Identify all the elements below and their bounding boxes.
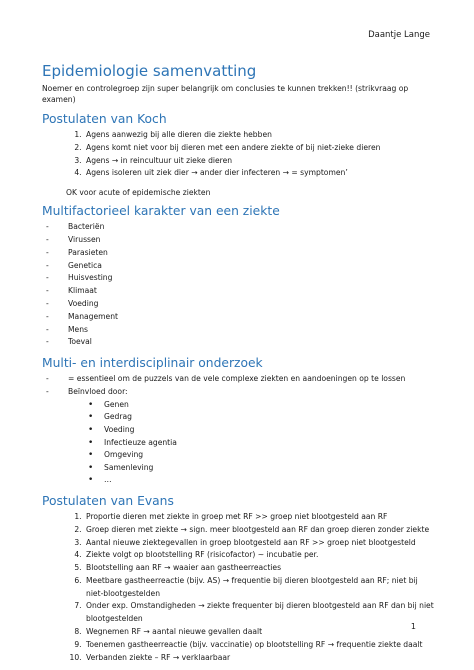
list-item: 1. Agens aanwezig bij alle dieren die ziekte hebben: [84, 129, 434, 142]
list-item: - Beïnvloed door:: [42, 386, 434, 399]
list-item: - Voeding: [42, 298, 434, 311]
evans-list: [42, 511, 434, 665]
list-item: - Klimaat: [42, 285, 434, 298]
list-item: 8. Wegnemen RF → aantal nieuwe gevallen daalt: [84, 626, 434, 639]
list-item: 2. Groep dieren met ziekte → sign. meer blootgesteld aan RF dan groep dieren zonder ziekte: [84, 524, 434, 537]
list-item: 7. Onder exp. Omstandigheden → ziekte frequenter bij dieren blootgesteld aan RF dan bij niet blootgestelden: [84, 600, 434, 626]
list-item: • Samenleving: [42, 462, 434, 475]
list-item: - Genetica: [42, 260, 434, 273]
list-item: 9. Toenemen gastheerreactie (bijv. vaccinatie) op blootstelling RF → frequentie ziekte daalt: [84, 639, 434, 652]
list-item: • Voeding: [42, 424, 434, 437]
list-item: - = essentieel om de puzzels van de vele complexe ziekten en aandoeningen op te lossen: [42, 373, 434, 386]
list-item: 3. Aantal nieuwe ziektegevallen in groep blootgesteld aan RF >> groep niet blootgesteld: [84, 537, 434, 550]
list-item: - Huisvesting: [42, 272, 434, 285]
list-item: • Gedrag: [42, 411, 434, 424]
list-item: 10. Verbanden ziekte – RF → verklaarbaar: [84, 652, 434, 665]
koch-list: [42, 129, 434, 180]
list-item: - Management: [42, 311, 434, 324]
list-item: 5. Blootstelling aan RF → waaier aan gastheerreacties: [84, 562, 434, 575]
multifactorieel-list: [42, 221, 434, 349]
list-item: • Genen: [42, 399, 434, 412]
list-item: 3. Agens → in reincultuur uit zieke dieren: [84, 155, 434, 168]
author-name: Daantje Lange: [368, 30, 430, 40]
list-item: - Virussen: [42, 234, 434, 247]
koch-note: OK voor acute of epidemische ziekten: [66, 188, 211, 198]
list-item: 1. Proportie dieren met ziekte in groep met RF >> groep niet blootgesteld aan RF: [84, 511, 434, 524]
heading-multifactorieel: Multifactorieel karakter van een ziekte: [42, 204, 280, 219]
list-item: 4. Agens isoleren uit ziek dier → ander dier infecteren → = symptomen’: [84, 167, 434, 180]
page-number: 1: [410, 622, 416, 631]
heading-evans: Postulaten van Evans: [42, 493, 174, 508]
list-item: 6. Meetbare gastheerreactie (bijv. AS) → frequentie bij dieren blootgesteld aan RF; niet bij niet-blootgestelden: [84, 575, 434, 601]
beinvloed-sublist: [42, 399, 434, 487]
list-item: • Infectieuze agentia: [42, 437, 434, 450]
list-item: • Omgeving: [42, 449, 434, 462]
list-item: 2. Agens komt niet voor bij dieren met een andere ziekte of bij niet-zieke dieren: [84, 142, 434, 155]
list-item: • …: [42, 474, 434, 487]
heading-koch: Postulaten van Koch: [42, 112, 167, 126]
intro-note: Noemer en controlegroep zijn super belangrijk om conclusies te kunnen trekken!! (strikvraag op examen): [42, 84, 409, 104]
list-item: - Toeval: [42, 336, 434, 349]
heading-multi-interdisciplinair: Multi- en interdisciplinair onderzoek: [42, 356, 263, 371]
document-body: [42, 62, 434, 664]
list-item: - Mens: [42, 324, 434, 337]
list-item: - Parasieten: [42, 247, 434, 260]
list-item: 4. Ziekte volgt op blootstelling RF (risicofactor) ~ incubatie per.: [84, 549, 434, 562]
list-item: - Bacteriën: [42, 221, 434, 234]
document-title: Epidemiologie samenvatting: [42, 62, 257, 80]
multi-list: [42, 373, 434, 399]
